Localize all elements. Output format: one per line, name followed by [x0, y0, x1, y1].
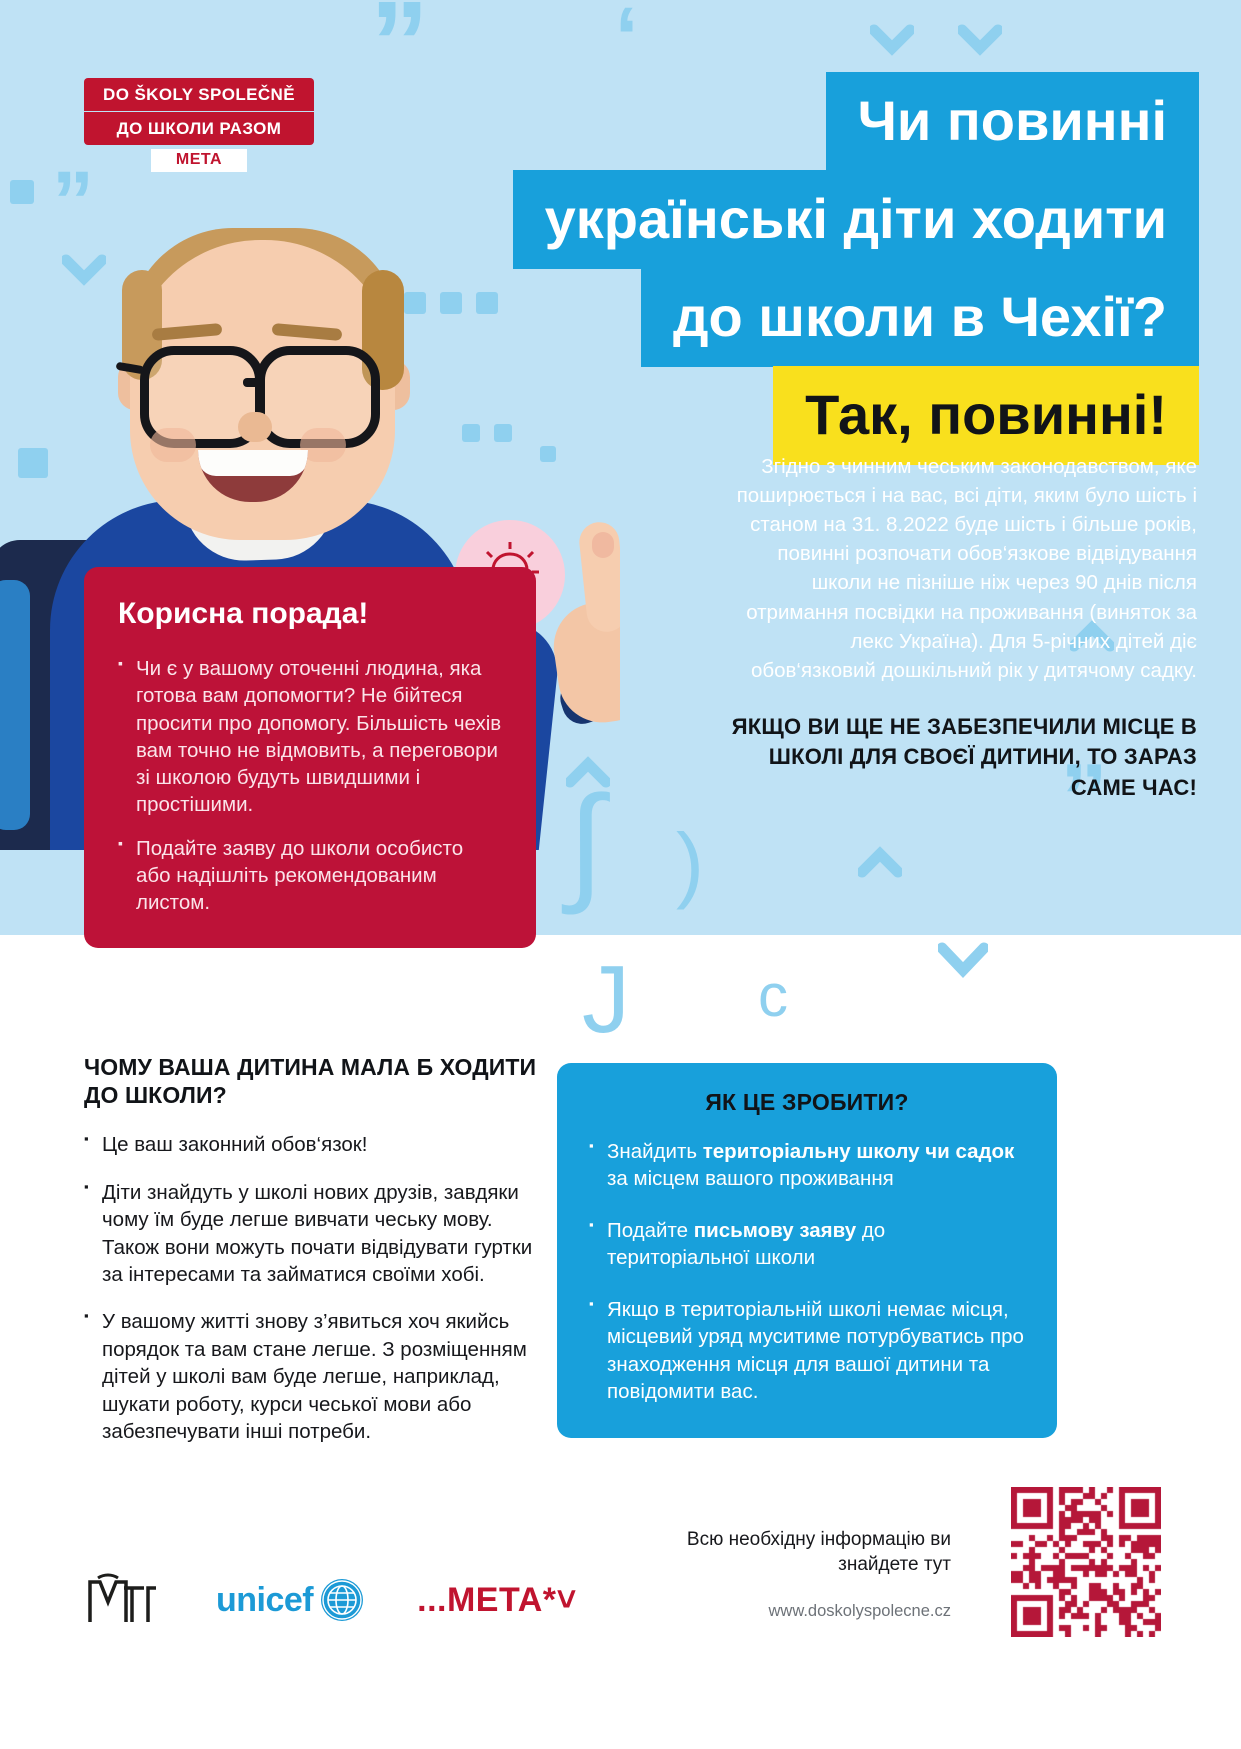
- why-bullet-list: [84, 1131, 544, 1446]
- headline-line-3: до школи в Чехії?: [641, 268, 1199, 367]
- text-bold: територіальну школу чи садок: [702, 1140, 1015, 1163]
- bracket-icon: J: [582, 946, 630, 1053]
- headline-line-2: українські діти ходити: [513, 170, 1199, 269]
- unicef-wordmark: unicef: [216, 1580, 314, 1619]
- glasses-bridge: [243, 378, 263, 387]
- list-item: ▪ У вашому житті знову з’явиться хоч якийсь порядок та вам стане легше. З розміщенням дітей у школі вам буде легше, наприклад, шукати роботу, курси чеської мови або забезпечувати інші потреби.: [84, 1308, 544, 1445]
- fingernail: [592, 532, 614, 558]
- how-to-bullet-list: [589, 1138, 1025, 1406]
- why-title: ЧОМУ ВАША ДИТИНА МАЛА Б ХОДИТИ ДО ШКОЛИ?: [84, 1054, 537, 1109]
- list-item: ▪ Діти знайдуть у школі нових друзів, завдяки чому їм буде легше вивчати чеську мову. Також вони можуть почати відвідувати гуртки за інтересами та займатися своїми хобі.: [84, 1179, 544, 1289]
- paren-icon: ): [676, 816, 704, 910]
- meta-wordmark: ...META*˅: [417, 1580, 577, 1619]
- tip-title: Корисна порада!: [118, 597, 369, 630]
- call-to-action-text: ЯКЩО ВИ ЩЕ НЕ ЗАБЕЗПЕЧИЛИ МІСЦЕ В ШКОЛІ ДЛЯ СВОЄЇ ДИТИНИ, ТО ЗАРАЗ САМЕ ЧАС!: [731, 714, 1197, 800]
- boy-teeth: [198, 450, 308, 476]
- text-bold: письмову заяву: [693, 1218, 857, 1242]
- bracket-icon: ∫: [568, 769, 604, 915]
- headline-answer: Так, повинні!: [773, 366, 1199, 465]
- list-item: [589, 1138, 1025, 1193]
- paren-icon: c: [758, 962, 788, 1029]
- boy-cheek-left: [150, 428, 196, 462]
- qr-code[interactable]: [1011, 1487, 1161, 1637]
- why-section: [84, 1053, 544, 1466]
- quote-mark-icon: ”: [52, 154, 94, 248]
- list-item: [589, 1296, 1025, 1406]
- legal-paragraph: Згідно з чинним чеським законодавством, яке поширюється і на вас, всі діти, яким було шість і станом на 31. 8.2022 буде шість і більше років, повинні розпочати обов‘язкове відвідування школи не пізніше ніж через 90 днів після отримання посвідки на проживання (виняток за лекс Україна). Для 5-річних дітей діє обов‘язковий дошкільний рік у дитячому садку.: [736, 455, 1197, 682]
- unicef-globe-icon: [321, 1579, 363, 1621]
- headline-line-1: Чи повинні: [826, 72, 1199, 171]
- text-before: Якщо в територіальній школі немає місця, місцевий уряд муситиме потурбуватись про знаходження місця для вашої дитини та повідомити вас.: [607, 1297, 1024, 1404]
- list-item: ▪ Чи є у вашому оточенні людина, яка готова вам допомогти? Не бійтеся просити про допомогу. Більшість чехів вам точно не відмовить, а переговори зі школою будуть швидшими і простішими.: [118, 655, 502, 819]
- text-after: за місцем вашого проживання: [607, 1167, 894, 1191]
- brand-line-uk: ДО ШКОЛИ РАЗОМ: [84, 112, 314, 145]
- unicef-logo: [216, 1579, 363, 1621]
- quote-mark-icon: ”: [1060, 744, 1108, 851]
- brand-line-cs: DO ŠKOLY SPOLEČNĚ: [84, 78, 314, 111]
- list-item: ▪ Це ваш законний обов‘язок!: [84, 1131, 544, 1158]
- boy-nose: [238, 412, 272, 442]
- text-before: Подайте: [607, 1218, 694, 1242]
- footer-logos: [84, 1569, 577, 1631]
- useful-tip-card: [84, 567, 536, 948]
- chevron-down-icon: [938, 942, 988, 978]
- footer-note: Всю необхідну інформацію ви знайдете тут: [686, 1528, 951, 1575]
- how-to-title: ЯК ЦЕ ЗРОБИТИ?: [705, 1089, 909, 1115]
- list-item: [589, 1217, 1025, 1272]
- quote-mark-icon: ”: [370, 0, 429, 109]
- msmt-logo: [84, 1572, 162, 1628]
- backpack-strap: [0, 580, 30, 830]
- brand-meta-logo: META: [151, 149, 247, 172]
- quote-mark-icon: ‘: [615, 0, 639, 84]
- list-item: ▪ Подайте заяву до школи особисто або надішліть рекомендованим листом.: [118, 835, 502, 917]
- text-after: до територіальної школи: [607, 1218, 886, 1270]
- tip-bullet-list: [118, 655, 502, 916]
- footer-url[interactable]: www.doskolyspolecne.cz: [768, 1602, 951, 1620]
- meta-logo: [417, 1581, 577, 1620]
- text-before: Знайдить: [607, 1140, 703, 1163]
- how-to-card: [557, 1063, 1057, 1438]
